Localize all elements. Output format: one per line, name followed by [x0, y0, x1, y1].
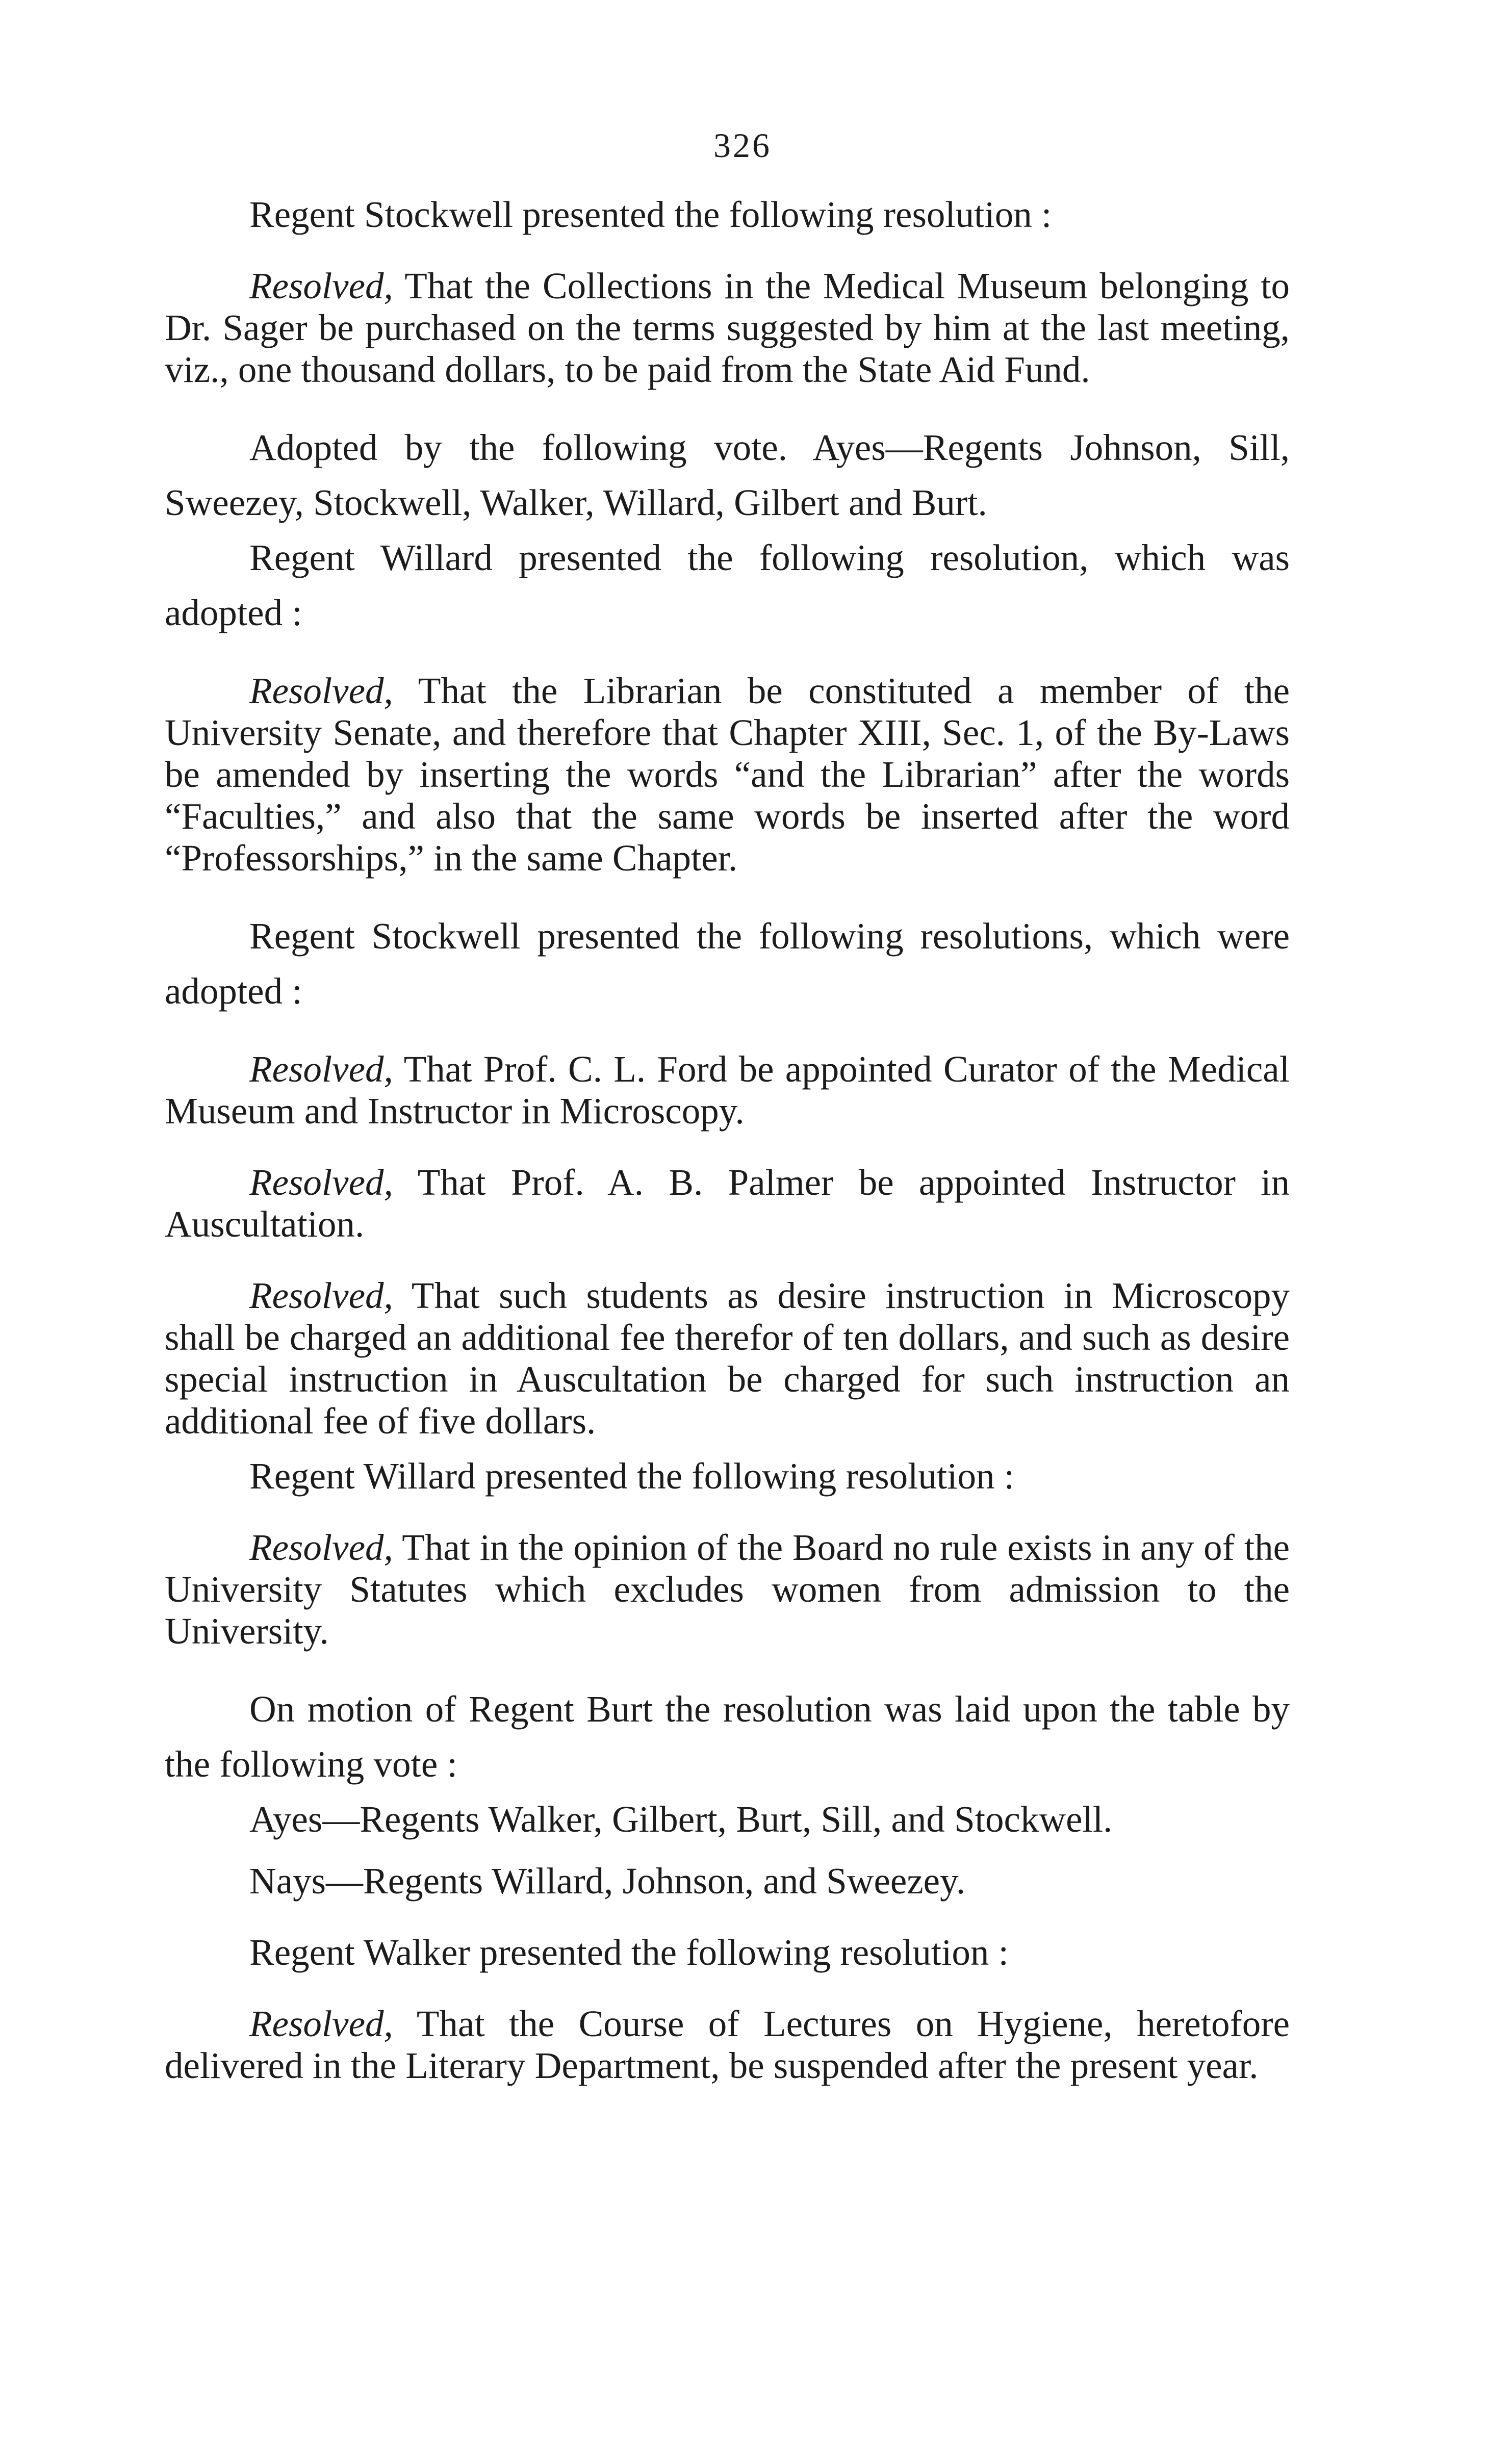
resolved-lead: Resolved,: [249, 265, 393, 306]
paragraph-text: That the Librarian be constituted a member of the University Senate, and therefore that Chapter XIII, Sec. 1, of the By-Laws be amended by inserting the words “and the Librarian” after the words “Faculties,” and also that the same words be inserted after the word “Professorships,” in the same Chapter.: [165, 670, 1290, 879]
paragraph-text: Regent Willard presented the following resolution :: [249, 1455, 1014, 1497]
resolved-lead: Resolved,: [249, 1527, 393, 1568]
paragraph-text: That the Collections in the Medical Museum belonging to Dr. Sager be purchased on the terms suggested by him at the last meeting, viz., one thousand dollars, to be paid from the State Aid Fund.: [165, 265, 1290, 390]
paragraph-1: [165, 194, 1290, 236]
paragraph-7: [165, 1048, 1290, 1132]
paragraph-text: Regent Willard presented the following resolution, which was adopted :: [165, 537, 1290, 633]
paragraph-10: [165, 1455, 1290, 1497]
paragraph-text: Adopted by the following vote. Ayes—Regents Johnson, Sill, Sweezey, Stockwell, Walker, Willard, Gilbert and Burt.: [165, 427, 1290, 523]
paragraph-text: Ayes—Regents Walker, Gilbert, Burt, Sill, and Stockwell.: [249, 1799, 1113, 1840]
resolved-lead: Resolved,: [249, 2003, 393, 2044]
paragraph-text: That the Course of Lectures on Hygiene, heretofore delivered in the Literary Department, be suspended after the present year.: [165, 2003, 1290, 2086]
body-text: [165, 194, 1290, 2087]
paragraph-12: [165, 1682, 1290, 1792]
paragraph-text: That Prof. A. B. Palmer be appointed Instructor in Auscultation.: [165, 1162, 1290, 1245]
paragraph-15: [165, 1932, 1290, 1973]
paragraph-2: [165, 265, 1290, 391]
paragraph-text: Regent Stockwell presented the following resolution :: [249, 194, 1052, 235]
paragraph-text: On motion of Regent Burt the resolution was laid upon the table by the following vote :: [165, 1688, 1290, 1785]
paragraph-text: Regent Walker presented the following resolution :: [249, 1932, 1009, 1973]
paragraph-text: That such students as desire instruction in Microscopy shall be charged an additional fee therefor of ten dollars, and such as desire special instruction in Auscultation be charged for such instruction an additional fee of five dollars.: [165, 1275, 1290, 1442]
paragraph-text: That in the opinion of the Board no rule exists in any of the University Statutes which excludes women from admission to the University.: [165, 1527, 1290, 1652]
resolved-lead: Resolved,: [249, 1275, 393, 1316]
resolved-lead: Resolved,: [249, 1162, 393, 1203]
page-number: 326: [713, 126, 772, 165]
paragraph-text: Regent Stockwell presented the following resolutions, which were adopted :: [165, 915, 1290, 1012]
paragraph-4: [165, 530, 1290, 640]
paragraph-text: Nays—Regents Willard, Johnson, and Sweezey.: [249, 1860, 966, 1902]
paragraph-14: [165, 1860, 1290, 1902]
paragraph-11: [165, 1527, 1290, 1652]
paragraph-16: [165, 2003, 1290, 2087]
paragraph-3: [165, 420, 1290, 530]
paragraph-9: [165, 1275, 1290, 1442]
resolved-lead: Resolved,: [249, 670, 393, 711]
paragraph-text: That Prof. C. L. Ford be appointed Curator of the Medical Museum and Instructor in Microscopy.: [165, 1048, 1290, 1132]
paragraph-13: [165, 1792, 1290, 1847]
paragraph-6: [165, 909, 1290, 1019]
paragraph-5: [165, 670, 1290, 879]
resolved-lead: Resolved,: [249, 1048, 393, 1090]
paragraph-8: [165, 1162, 1290, 1245]
